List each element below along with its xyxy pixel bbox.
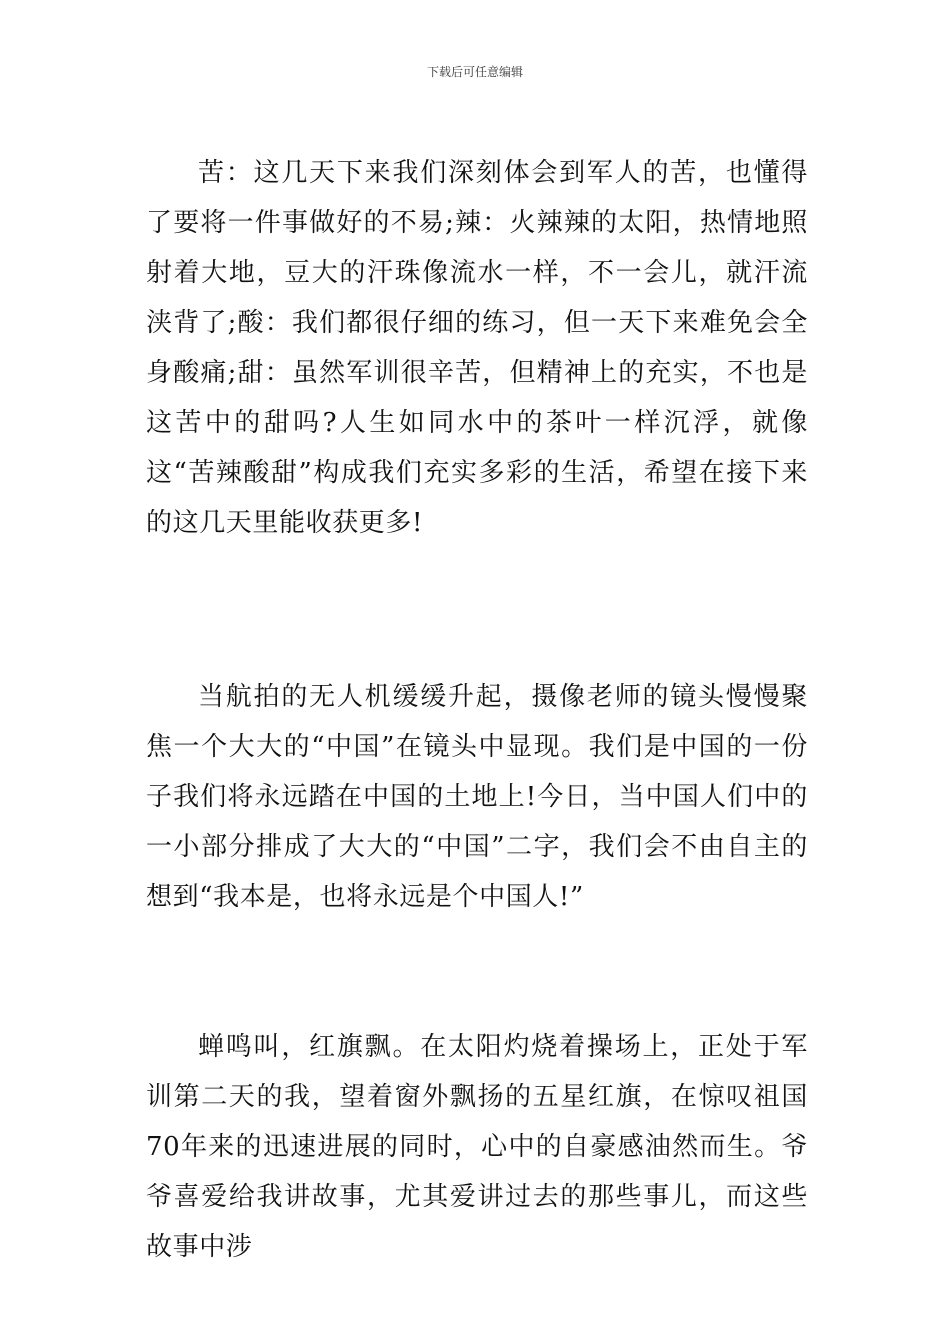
- page-header-note: 下载后可任意编辑: [426, 65, 523, 79]
- paragraph-red-flag: 蝉鸣叫，红旗飘。在太阳灼烧着操场上，正处于军训第二天的我，望着窗外飘扬的五星红旗，在惊叹祖国70年来的迅速进展的同时，心中的自豪感油然而生。爷爷喜爱给我讲故事，尤其爱讲过去的那些事儿，而这些故事中涉: [146, 1032, 808, 1262]
- paragraph-drone-china: 当航拍的无人机缓缓升起，摄像老师的镜头慢慢聚焦一个大大的“中国”在镜头中显现。我们是中国的一份子我们将永远踏在中国的土地上!今日，当中国人们中的一小部分排成了大大的“中国”二字，我们会不由自主的想到“我本是，也将永远是个中国人!”: [146, 682, 808, 912]
- paragraph-bitter-spicy-sour-sweet: 苦：这几天下来我们深刻体会到军人的苦，也懂得了要将一件事做好的不易;辣：火辣辣的太阳，热情地照射着大地，豆大的汗珠像流水一样，不一会儿，就汗流浃背了;酸：我们都很仔细的练习，但一天下来难免会全身酸痛;甜：虽然军训很辛苦，但精神上的充实，不也是这苦中的甜吗?人生如同水中的茶叶一样沉浮，就像这“苦辣酸甜”构成我们充实多彩的生活，希望在接下来的这几天里能收获更多!: [146, 158, 808, 538]
